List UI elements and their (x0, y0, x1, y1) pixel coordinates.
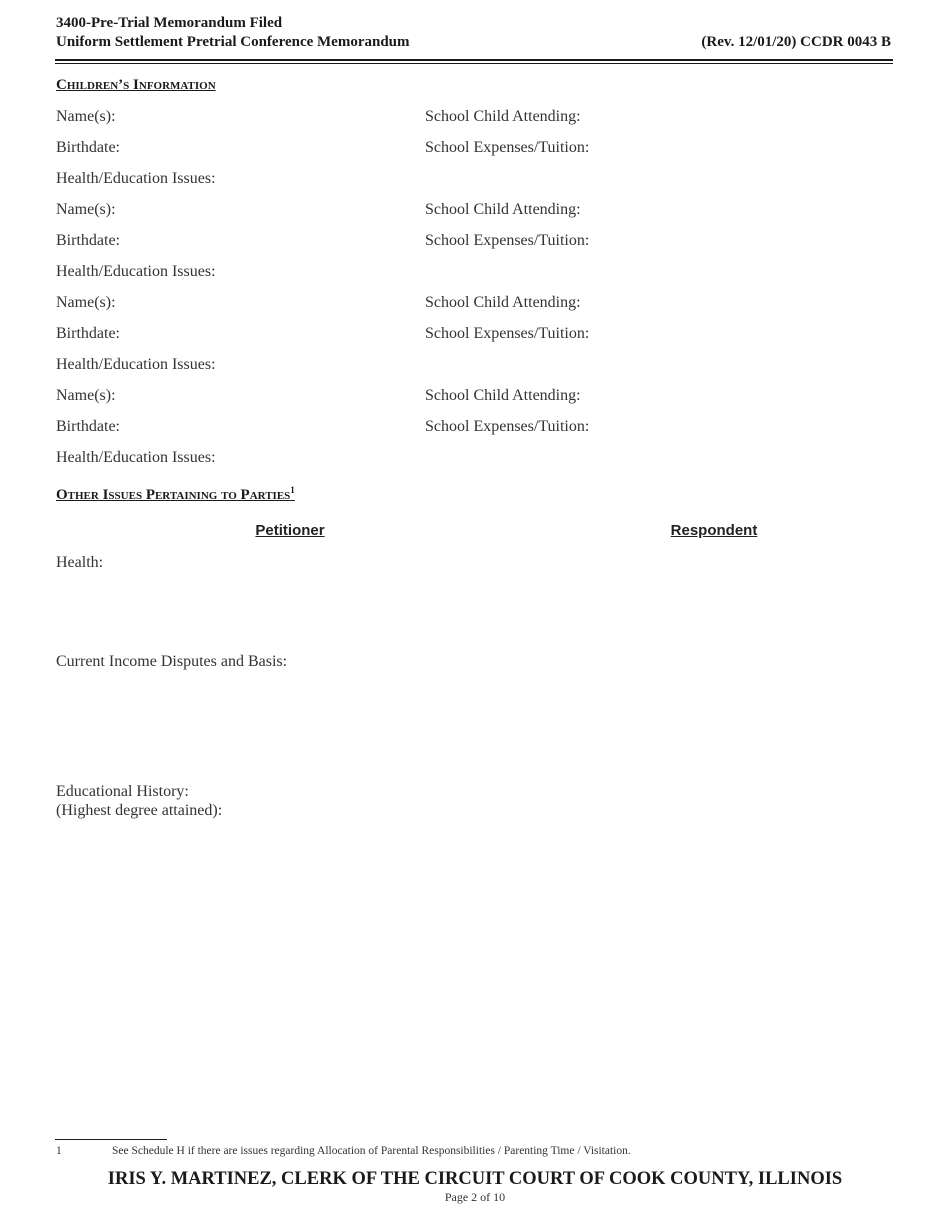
health-education-field[interactable] (235, 166, 859, 186)
health-education-label: Health/Education Issues: (56, 449, 216, 466)
petitioner-health-line-3[interactable] (56, 613, 474, 633)
child-birthdate-field[interactable] (176, 228, 397, 248)
school-expenses-field[interactable] (611, 414, 859, 434)
child-name-field[interactable] (176, 197, 397, 217)
school-expenses-label: School Expenses/Tuition: (425, 325, 590, 342)
page-number: Page 2 of 10 (444, 1190, 506, 1204)
school-attending-label: School Child Attending: (425, 201, 581, 218)
child-name-label: Name(s): (56, 387, 116, 404)
respondent-income-line-3[interactable] (508, 743, 867, 763)
school-expenses-field[interactable] (611, 228, 859, 248)
petitioner-income-line-2[interactable] (56, 713, 474, 733)
school-expenses-label: School Expenses/Tuition: (425, 139, 590, 156)
respondent-education-line-1[interactable] (508, 831, 867, 851)
respondent-health-line-2[interactable] (508, 582, 867, 602)
child-name-label: Name(s): (56, 201, 116, 218)
other-issues-section-title (56, 485, 295, 504)
school-expenses-label: School Expenses/Tuition: (425, 232, 590, 249)
petitioner-income-line-3[interactable] (56, 743, 474, 763)
school-attending-field[interactable] (611, 383, 859, 403)
respondent-income-line-2[interactable] (508, 713, 867, 733)
school-attending-field[interactable] (611, 197, 859, 217)
children-section-title: Children’s Information (56, 77, 216, 93)
child-name-field[interactable] (176, 104, 397, 124)
header-rule-thick (55, 59, 893, 61)
income-disputes-label: Current Income Disputes and Basis: (56, 653, 288, 670)
form-revision: (Rev. 12/01/20) CCDR 0043 B (701, 34, 891, 50)
respondent-health-line-3[interactable] (508, 613, 867, 633)
school-expenses-field[interactable] (611, 321, 859, 341)
school-expenses-label: School Expenses/Tuition: (425, 418, 590, 435)
school-expenses-field[interactable] (611, 135, 859, 155)
school-attending-label: School Child Attending: (425, 387, 581, 404)
school-attending-field[interactable] (611, 104, 859, 124)
child-name-label: Name(s): (56, 108, 116, 125)
school-attending-label: School Child Attending: (425, 108, 581, 125)
health-education-label: Health/Education Issues: (56, 263, 216, 280)
health-education-field[interactable] (235, 352, 859, 372)
child-birthdate-label: Birthdate: (56, 418, 120, 435)
footnote-separator (55, 1139, 167, 1140)
child-birthdate-label: Birthdate: (56, 139, 120, 156)
health-education-field[interactable] (235, 259, 859, 279)
school-attending-label: School Child Attending: (425, 294, 581, 311)
education-history-label: Educational History: (56, 783, 189, 800)
child-name-field[interactable] (176, 290, 397, 310)
petitioner-column-header: Petitioner (255, 522, 325, 539)
form-subtitle: Uniform Settlement Pretrial Conference Memorandum (56, 34, 410, 50)
clerk-name: IRIS Y. MARTINEZ, CLERK OF THE CIRCUIT COURT OF COOK COUNTY, ILLINOIS (107, 1169, 843, 1189)
child-birthdate-field[interactable] (176, 135, 397, 155)
petitioner-health-line-2[interactable] (56, 582, 474, 602)
petitioner-education-line-2[interactable] (56, 862, 474, 882)
health-education-label: Health/Education Issues: (56, 170, 216, 187)
child-birthdate-field[interactable] (176, 321, 397, 341)
form-title: 3400-Pre-Trial Memorandum Filed (56, 15, 283, 31)
petitioner-income-line-1[interactable] (56, 682, 474, 702)
other-issues-title-text: Other Issues Pertaining to Parties (56, 487, 291, 503)
respondent-education-line-3[interactable] (508, 893, 867, 913)
health-label: Health: (56, 554, 104, 571)
petitioner-health-line-1[interactable] (106, 551, 474, 571)
health-education-label: Health/Education Issues: (56, 356, 216, 373)
school-attending-field[interactable] (611, 290, 859, 310)
education-degree-label: (Highest degree attained): (56, 802, 223, 819)
child-birthdate-field[interactable] (176, 414, 397, 434)
respondent-health-line-1[interactable] (508, 551, 867, 571)
respondent-income-line-1[interactable] (508, 682, 867, 702)
child-birthdate-label: Birthdate: (56, 325, 120, 342)
petitioner-education-line-3[interactable] (56, 893, 474, 913)
footnote-number: 1 (56, 1145, 62, 1157)
footnote-marker: 1 (290, 485, 295, 495)
child-birthdate-label: Birthdate: (56, 232, 120, 249)
header-rule-thin (55, 63, 893, 64)
footnote-text: See Schedule H if there are issues regarding Allocation of Parental Responsibilities / Parenting Time / Visitation. (112, 1145, 631, 1157)
respondent-education-line-2[interactable] (508, 862, 867, 882)
respondent-column-header: Respondent (670, 522, 758, 539)
child-name-label: Name(s): (56, 294, 116, 311)
child-name-field[interactable] (176, 383, 397, 403)
petitioner-education-line-1[interactable] (56, 831, 474, 851)
health-education-field[interactable] (235, 445, 859, 465)
